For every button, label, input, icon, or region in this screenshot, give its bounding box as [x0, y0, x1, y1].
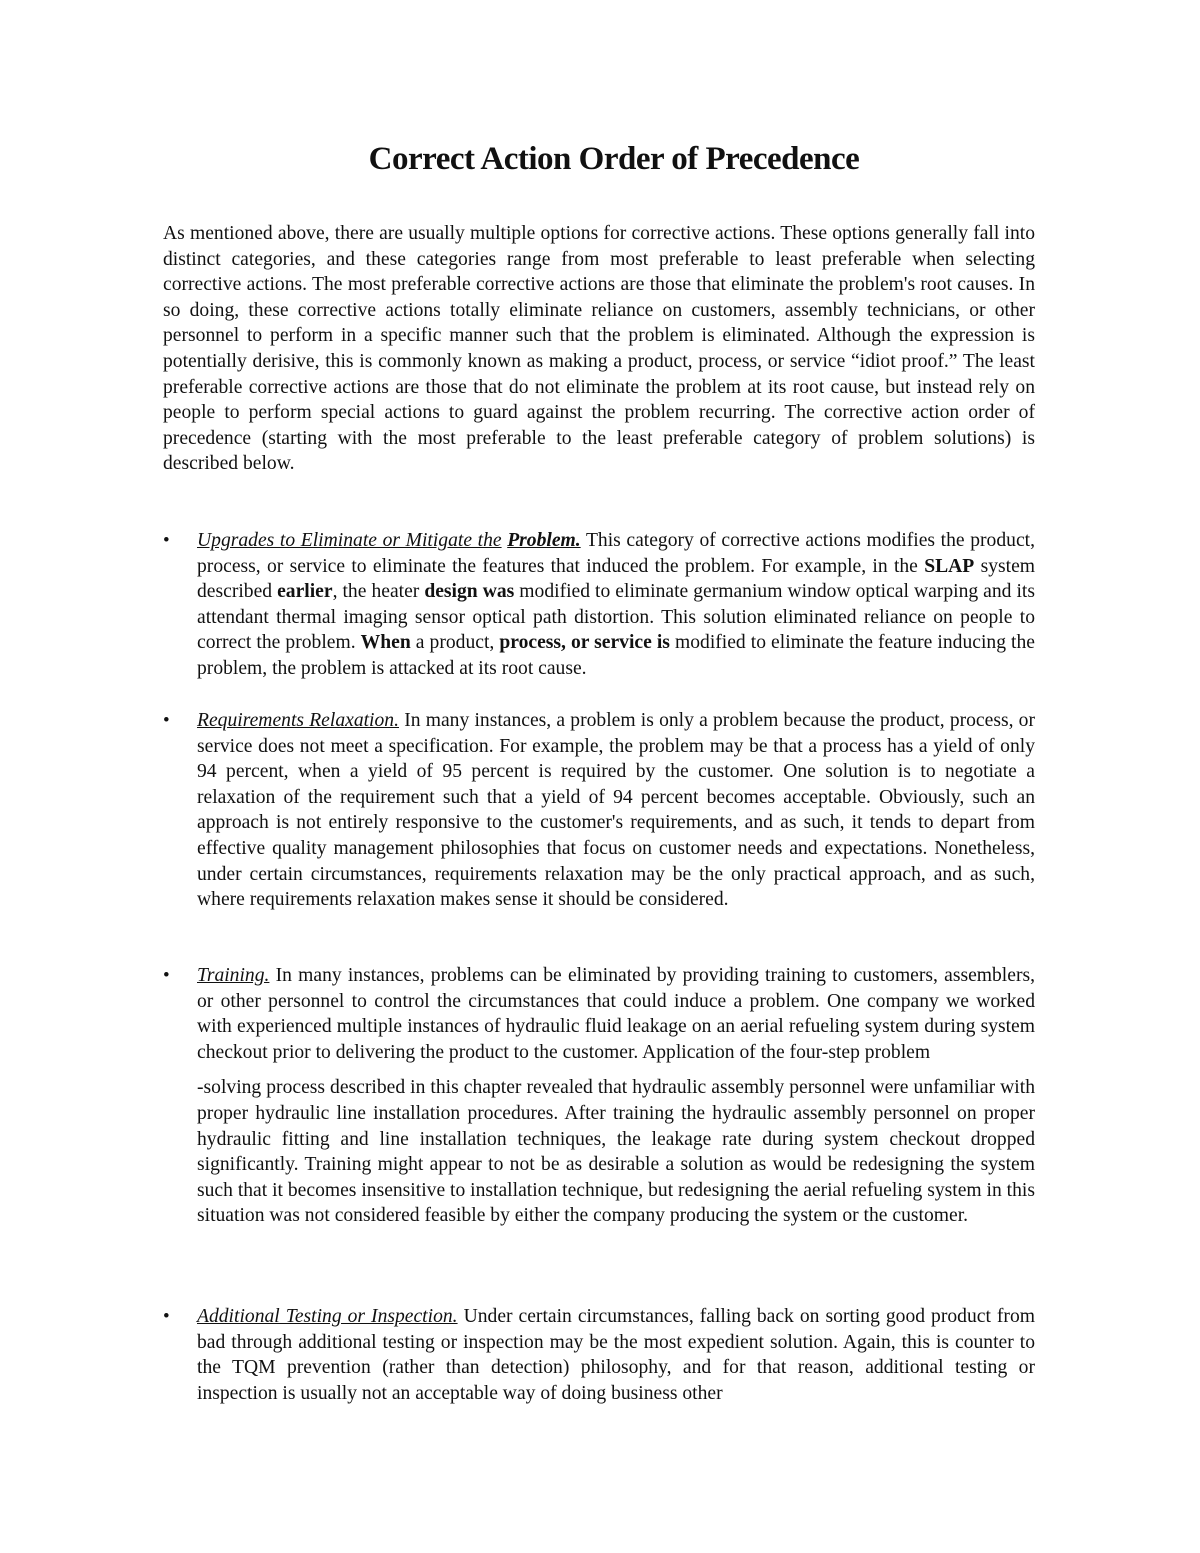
item-lead-bold: Problem. — [507, 530, 581, 551]
item-text: modified to eliminate germanium window optical warping and its attendant thermal imaging sensor optical path distortion. This solution eliminated reliance on people to correct the problem. — [197, 581, 1036, 654]
intro-paragraph: As mentioned above, there are usually multiple options for corrective actions. These options generally fall into distinct categories, and these categories range from most preferable to least preferable when selecting corrective actions. The most preferable corrective actions are those that eliminate the problem's root causes. In so doing, these corrective actions totally eliminate reliance on customers, assembly technicians, or other personnel to perform in a specific manner such that the problem is eliminated. Although the expression is potentially derisive, this is commonly known as making a product, process, or service “idiot proof.” The least preferable corrective actions are those that do not eliminate the problem at its root cause, but instead rely on people to perform special actions to guard against the problem recurring. The corrective action order of precedence (starting with the most preferable to the least preferable category of problem solutions) is described below. — [163, 223, 1035, 475]
item-lead: Training. — [197, 965, 270, 986]
list-item-text — [197, 963, 1035, 1229]
list-item-text — [197, 1304, 1035, 1406]
item-emphasis: earlier — [277, 581, 333, 603]
list-item-additional-testing — [163, 1304, 1035, 1406]
item-text: In many instances, a problem is only a problem because the product, process, or service does not meet a specification. For example, the problem may be that a process has a yield of only 94 percent, when a yield of 95 percent is required by the customer. One solution is to negotiate a relaxation of the requirement such that a yield of 94 percent becomes acceptable. Obviously, such an approach is not entirely responsive to the customer's requirements, and as such, it tends to depart from effective quality management philosophies that focus on customer needs and expectations. Nonetheless, under certain circumstances, requirements relaxation may be the only practical approach, and as such, where requirements relaxation makes sense it should be considered. — [197, 710, 1036, 911]
list-item-upgrades — [163, 528, 1035, 682]
list-item-text — [197, 528, 1035, 682]
list-item-requirements-relaxation — [163, 708, 1035, 913]
item-text: This category of corrective actions modifies the product, process, or service to eliminate the features that induced the problem. For example, in the — [197, 530, 1035, 577]
item-text: modified to eliminate the feature inducing the problem, the problem is attacked at its root cause. — [197, 632, 1035, 679]
item-lead: Additional Testing or Inspection. — [197, 1306, 458, 1327]
bullet-glyph: • — [163, 530, 170, 551]
item-text-continued: -solving process described in this chapter revealed that hydraulic assembly personnel were unfamiliar with proper hydraulic line installation procedures. After training the hydraulic assembly personnel on proper hydraulic fitting and line installation techniques, the leakage rate during system checkout dropped significantly. Training might appear to not be as desirable a solution as would be redesigning the system such that it becomes insensitive to installation technique, but redesigning the aerial refueling system in this situation was not considered feasible by either the company producing the system or the customer. — [197, 1077, 1035, 1227]
bullet-glyph: • — [163, 710, 170, 731]
bullet-glyph: • — [163, 965, 170, 986]
item-emphasis: When — [360, 632, 411, 654]
item-emphasis: SLAP — [924, 555, 975, 577]
item-lead: Requirements Relaxation. — [197, 710, 399, 731]
item-text: , the heater — [332, 581, 425, 603]
item-emphasis: design was — [424, 581, 515, 603]
item-text: a product, — [410, 632, 500, 654]
item-text: In many instances, problems can be eliminated by providing training to customers, assemblers, or other personnel to control the circumstances that could induce a problem. One company we worked with experienced multiple instances of hydraulic fluid leakage on an aerial refueling system during system checkout prior to delivering the product to the customer. Application of the four-step problem — [197, 965, 1035, 1063]
list-item-training — [163, 963, 1035, 1229]
bullet-glyph: • — [163, 1306, 170, 1327]
item-lead: Upgrades to Eliminate or Mitigate the — [197, 530, 502, 551]
item-emphasis: process, or service is — [499, 632, 670, 654]
page-title: Correct Action Order of Precedence — [368, 141, 860, 177]
item-text: Under certain circumstances, falling back on sorting good product from bad through additional testing or inspection may be the most expedient solution. Again, this is counter to the TQM prevention (rather than detection) philosophy, and for that reason, additional testing or inspection is usually not an acceptable way of doing business other — [197, 1306, 1035, 1404]
item-text: system described — [197, 555, 1036, 603]
list-item-text — [197, 708, 1035, 913]
